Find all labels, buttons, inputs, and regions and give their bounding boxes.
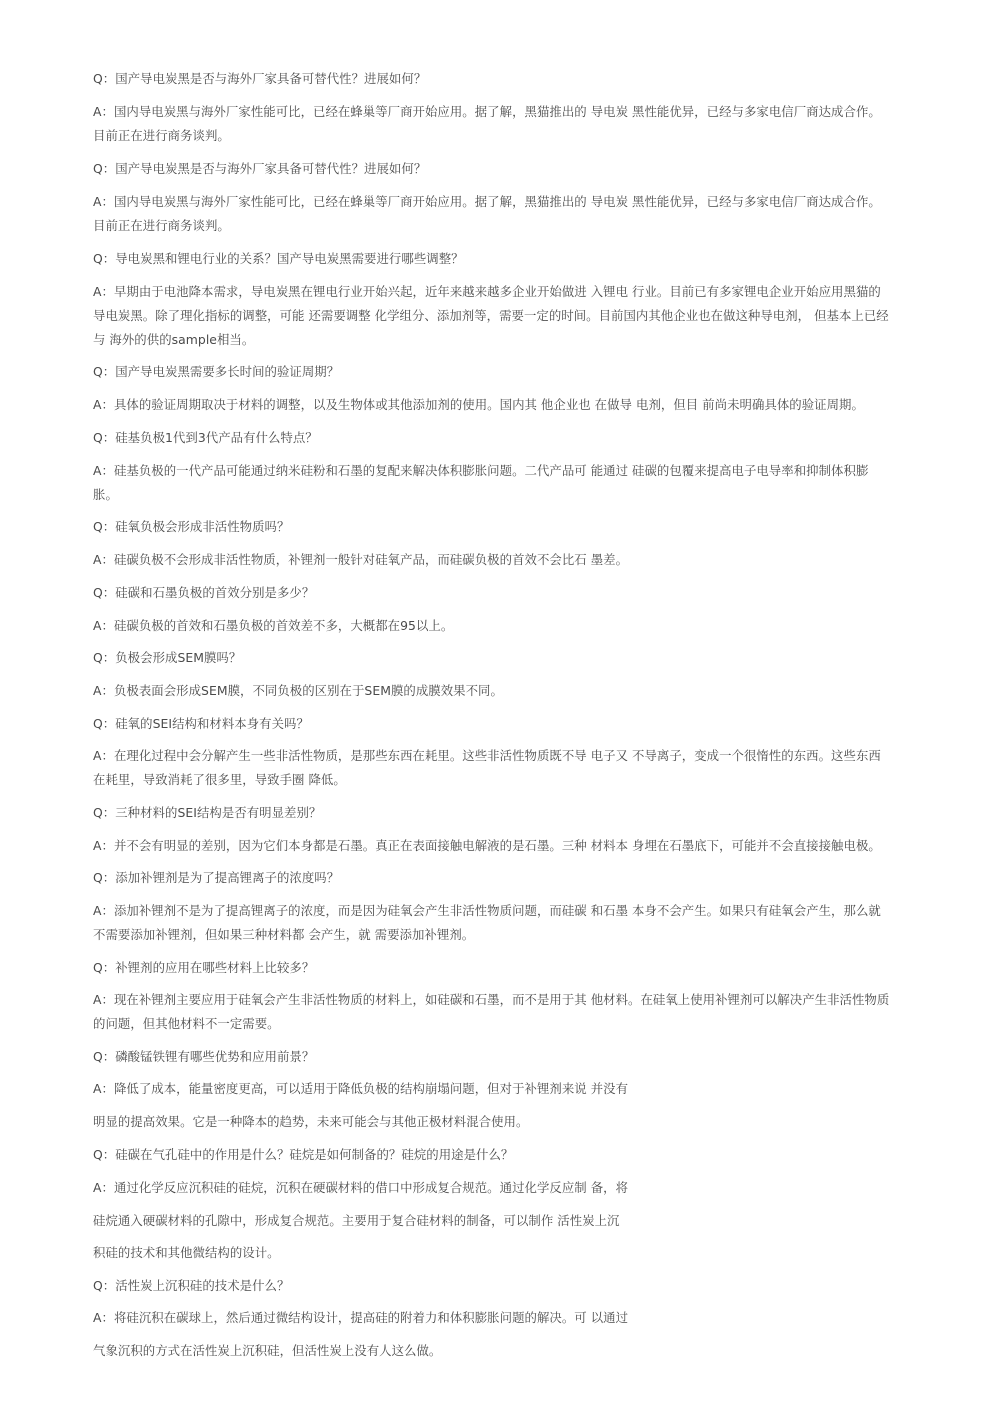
question-line: Q：国产导电炭黑是否与海外厂家具备可替代性？进展如何？ [93,71,427,86]
answer-line: A：硅碳负极不会形成非活性物质，补锂剂一般针对硅氧产品，而硅碳负极的首效不会比石 墨差。 [93,552,629,567]
answer-line: 不需要添加补锂剂，但如果三种材料都 会产生，就 需要添加补锂剂。 [93,927,475,942]
answer-line: A：降低了成本，能量密度更高，可以适用于降低负极的结构崩塌问题，但对于补锂剂来说 并没有 [93,1081,629,1096]
answer-line: 在耗里，导致消耗了很多里，导致手圈 降低。 [93,772,346,787]
answer-line: 硅烷通入硬碳材料的孔隙中，形成复合规范。主要用于复合硅材料的制备，可以制作 活性炭上沉 [93,1213,620,1228]
answer-line: 的问题，但其他材料不一定需要。 [93,1016,280,1031]
answer-line: 与 海外的供的sample相当。 [93,332,255,347]
question-line: Q：补锂剂的应用在哪些材料上比较多？ [93,960,315,975]
question-line: Q：国产导电炭黑是否与海外厂家具备可替代性？进展如何？ [93,161,427,176]
question-line: Q：硅氧的SEI结构和材料本身有关吗？ [93,716,309,731]
answer-line: 胀。 [93,487,118,502]
answer-line: A：早期由于电池降本需求，导电炭黑在锂电行业开始兴起，近年来越来越多企业开始做进 入锂电 行业。目前已有多家锂电企业开始应用黑猫的 [93,284,881,299]
answer-line: A：国内导电炭黑与海外厂家性能可比，已经在蜂巢等厂商开始应用。据了解，黑猫推出的 导电炭 黑性能优异，已经与多家电信厂商达成合作。 [93,194,881,209]
question-line: Q：硅碳和石墨负极的首效分别是多少？ [93,585,315,600]
answer-line: A：硅碳负极的首效和石墨负极的首效差不多，大概都在95以上。 [93,618,454,633]
answer-line: 导电炭黑。除了理化指标的调整，可能 还需要调整 化学组分、添加剂等，需要一定的时间。目前国内其他企业也在做这种导电剂， 但基本上已经 [93,308,889,323]
question-line: Q：硅基负极1代到3代产品有什么特点？ [93,430,318,445]
question-line: Q：负极会形成SEM膜吗？ [93,650,242,665]
answer-line: A：并不会有明显的差别，因为它们本身都是石墨。真正在表面接触电解液的是石墨。三种 材料本 身埋在石墨底下，可能并不会直接接触电极。 [93,838,881,853]
question-line: Q：导电炭黑和锂电行业的关系？国产导电炭黑需要进行哪些调整？ [93,251,464,266]
answer-line: 积硅的技术和其他微结构的设计。 [93,1245,280,1260]
question-line: Q：添加补锂剂是为了提高锂离子的浓度吗？ [93,870,340,885]
answer-line: A：在理化过程中会分解产生一些非活性物质，是那些东西在耗里。这些非活性物质既不导 电子又 不导离子，变成一个很惰性的东西。这些东西 [93,748,881,763]
answer-line: 目前正在进行商务谈判。 [93,128,230,143]
answer-line: A：现在补锂剂主要应用于硅氧会产生非活性物质的材料上，如硅碳和石墨，而不是用于其 他材料。在硅氧上使用补锂剂可以解决产生非活性物质 [93,992,890,1007]
question-line: Q：活性炭上沉积硅的技术是什么？ [93,1278,290,1293]
answer-line: A：通过化学反应沉积硅的硅烷，沉积在硬碳材料的借口中形成复合规范。通过化学反应制 备，将 [93,1180,629,1195]
answer-line: A：将硅沉积在碳球上，然后通过微结构设计，提高硅的附着力和体积膨胀问题的解决。可 以通过 [93,1310,629,1325]
question-line: Q：国产导电炭黑需要多长时间的验证周期？ [93,364,340,379]
answer-line: A：国内导电炭黑与海外厂家性能可比，已经在蜂巢等厂商开始应用。据了解，黑猫推出的 导电炭 黑性能优异，已经与多家电信厂商达成合作。 [93,104,881,119]
question-line: Q：硅氧负极会形成非活性物质吗？ [93,519,290,534]
answer-line: 气象沉积的方式在活性炭上沉积硅，但活性炭上没有人这么做。 [93,1343,442,1358]
answer-line: 明显的提高效果。它是一种降本的趋势，未来可能会与其他正极材料混合使用。 [93,1114,529,1129]
answer-line: 目前正在进行商务谈判。 [93,218,230,233]
answer-line: A：负极表面会形成SEM膜，不同负极的区别在于SEM膜的成膜效果不同。 [93,683,503,698]
answer-line: A：具体的验证周期取决于材料的调整，以及生物体或其他添加剂的使用。国内其 他企业也 在做导 电剂，但目 前尚未明确具体的验证周期。 [93,397,864,412]
answer-line: A：硅基负极的一代产品可能通过纳米硅粉和石墨的复配来解决体积膨胀问题。二代产品可 能通过 硅碳的包覆来提高电子电导率和抑制体积膨 [93,463,869,478]
question-line: Q：硅碳在气孔硅中的作用是什么？硅烷是如何制备的？硅烷的用途是什么？ [93,1147,514,1162]
answer-line: A：添加补锂剂不是为了提高锂离子的浓度，而是因为硅氧会产生非活性物质问题，而硅碳 和石墨 本身不会产生。如果只有硅氧会产生，那么就 [93,903,881,918]
question-line: Q：磷酸锰铁锂有哪些优势和应用前景？ [93,1049,315,1064]
question-line: Q：三种材料的SEI结构是否有明显差别？ [93,805,322,820]
